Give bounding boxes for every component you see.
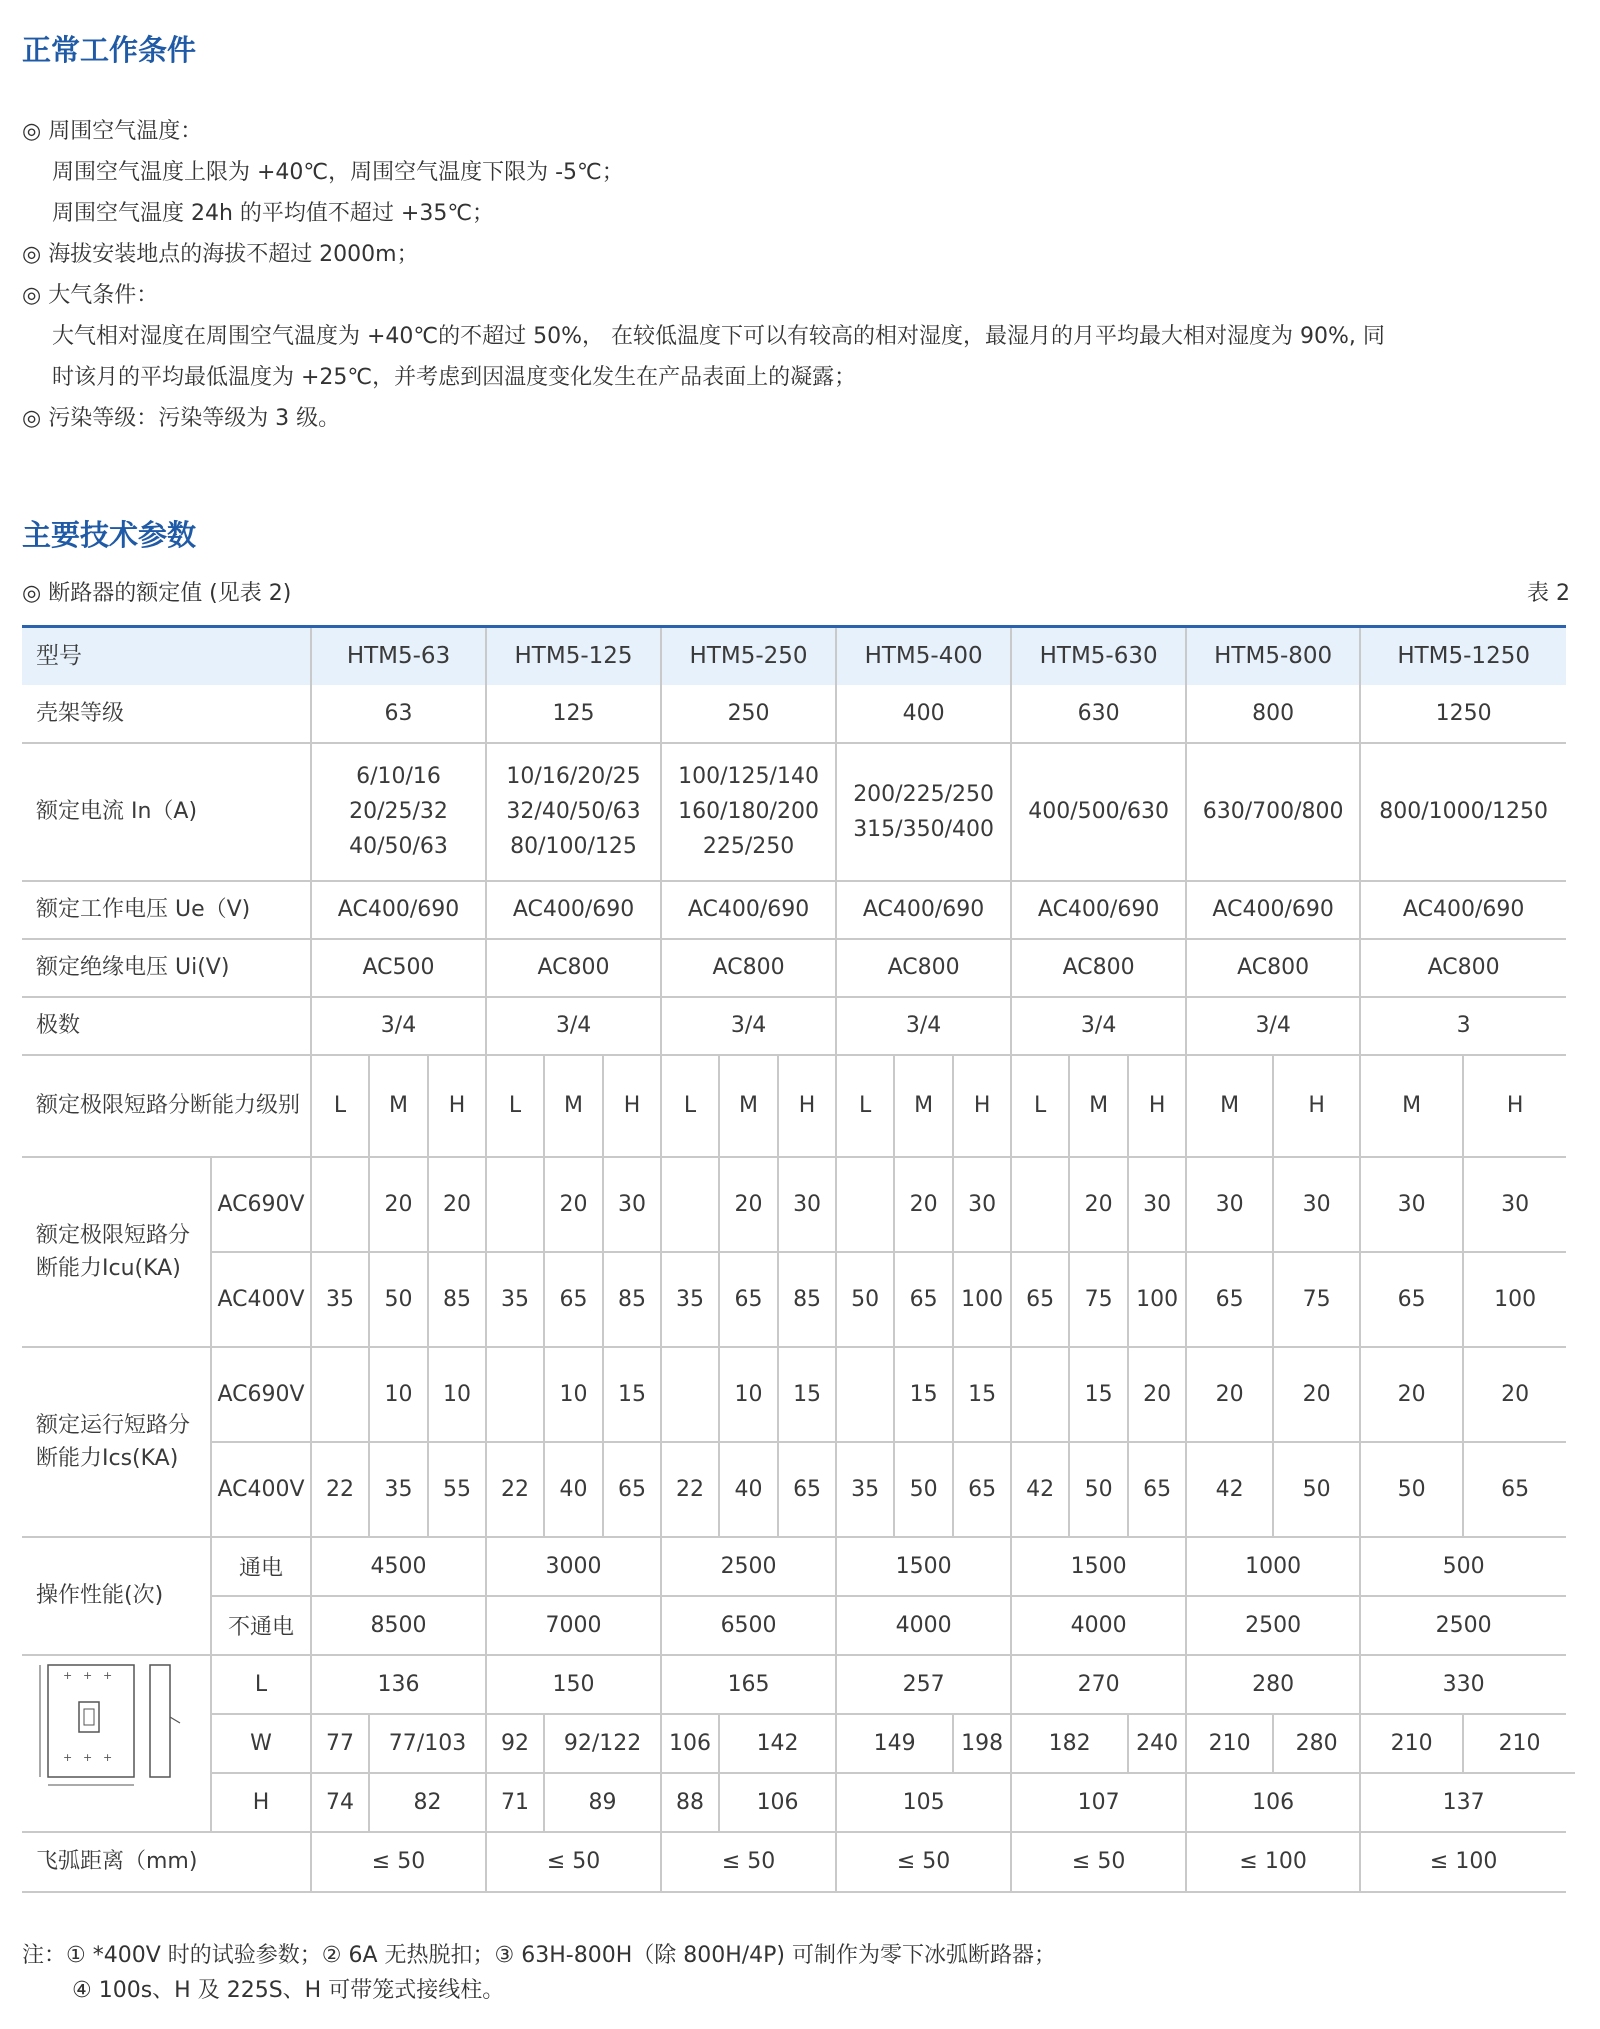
arc-value: ≤ 50 [661, 1832, 836, 1892]
ics-400-value: 35 [369, 1442, 428, 1537]
dim-W-value: 198 [953, 1714, 1011, 1773]
icu-690-value: 20 [544, 1157, 603, 1252]
ops-sub-label: 不通电 [211, 1596, 311, 1655]
dim-W-value: 240 [1128, 1714, 1186, 1773]
arc-value: ≤ 100 [1186, 1832, 1360, 1892]
row-label: 额定极限短路分断能力级别 [22, 1055, 311, 1157]
dim-W-value: 92/122 [544, 1714, 661, 1773]
terminal-mark: + [83, 1751, 93, 1764]
ics-690-value: 15 [1069, 1347, 1128, 1442]
ops-on-value: 500 [1360, 1537, 1566, 1596]
grade-value: L [836, 1055, 894, 1157]
frame-value: 400 [836, 685, 1011, 743]
icu-400-value: 65 [894, 1252, 953, 1347]
ops-off-value: 6500 [661, 1596, 836, 1655]
current-line: 6/10/16 [356, 764, 441, 789]
ics-400-value: 22 [486, 1442, 544, 1537]
icu-690-value: 30 [1128, 1157, 1186, 1252]
dim-L-value: 280 [1186, 1655, 1360, 1714]
dim-H-value: 74 [311, 1773, 369, 1832]
ics-400-value: 22 [311, 1442, 369, 1537]
ui-value: AC800 [1186, 939, 1360, 997]
header-model: HTM5-63 [311, 627, 486, 685]
condition-line: 周围空气温度 24h 的平均值不超过 +35℃； [52, 201, 495, 226]
row-label: 额定极限短路分断能力Icu(KA) [22, 1157, 211, 1347]
arc-value: ≤ 50 [311, 1832, 486, 1892]
ics-400-value: 65 [953, 1442, 1011, 1537]
icu-400-value: 65 [719, 1252, 778, 1347]
current-line: 160/180/200 [678, 799, 819, 824]
ops-on-value: 1000 [1186, 1537, 1360, 1596]
dim-label: L [211, 1655, 311, 1714]
ops-on-value: 2500 [661, 1537, 836, 1596]
frame-value: 1250 [1360, 685, 1566, 743]
ics-690-value: 20 [1463, 1347, 1566, 1442]
current-line: 800/1000/1250 [1379, 799, 1549, 824]
icu-400-value: 85 [603, 1252, 661, 1347]
note-line-1: 注：① *400V 时的试验参数；② 6A 无热脱扣；③ 63H-800H（除 800H/4P) 可制作为零下冰弧断路器； [22, 1943, 1057, 1968]
grade-value: M [1186, 1055, 1273, 1157]
frame-value: 63 [311, 685, 486, 743]
row-label: 飞弧距离（mm) [22, 1832, 311, 1892]
current-line: 20/25/32 [349, 799, 448, 824]
ics-400-value: 50 [1360, 1442, 1463, 1537]
ics-690-value: 20 [1128, 1347, 1186, 1442]
grade-value: M [719, 1055, 778, 1157]
row-label: 额定绝缘电压 Ui(V) [22, 939, 311, 997]
note-line-2: ④ 100s、H 及 225S、H 可带笼式接线柱。 [72, 1978, 505, 2003]
header-model: HTM5-1250 [1360, 627, 1566, 685]
ops-off-value: 4000 [836, 1596, 1011, 1655]
ics-400-value: 55 [428, 1442, 486, 1537]
icu-690-value: 20 [1069, 1157, 1128, 1252]
table-number: 表 2 [1527, 581, 1570, 606]
icu-690-value: 30 [1463, 1157, 1566, 1252]
icu-400-value: 65 [1011, 1252, 1069, 1347]
dim-H-value: 82 [369, 1773, 486, 1832]
ics-400-value: 50 [1273, 1442, 1360, 1537]
grade-value: M [1360, 1055, 1463, 1157]
voltage-label: AC400V [211, 1442, 311, 1537]
ics-690-value: 10 [719, 1347, 778, 1442]
row-label: 极数 [22, 997, 311, 1055]
poles-value: 3 [1360, 997, 1566, 1055]
arc-value: ≤ 50 [486, 1832, 661, 1892]
icu-400-value: 35 [311, 1252, 369, 1347]
condition-line: 时该月的平均最低温度为 +25℃，并考虑到因温度变化发生在产品表面上的凝露； [52, 365, 857, 390]
header-model: HTM5-630 [1011, 627, 1186, 685]
grade-value: H [603, 1055, 661, 1157]
dim-H-value: 89 [544, 1773, 661, 1832]
grade-value: H [953, 1055, 1011, 1157]
poles-value: 3/4 [836, 997, 1011, 1055]
ui-value: AC800 [486, 939, 661, 997]
dim-L-value: 257 [836, 1655, 1011, 1714]
breaker-side-outline [150, 1665, 170, 1777]
ics-400-value: 22 [661, 1442, 719, 1537]
ics-690-value: 10 [428, 1347, 486, 1442]
dim-H-value: 105 [836, 1773, 1011, 1832]
ue-value: AC400/690 [311, 881, 486, 939]
ui-value: AC800 [836, 939, 1011, 997]
frame-value: 125 [486, 685, 661, 743]
grade-value: L [661, 1055, 719, 1157]
dim-W-value: 210 [1360, 1714, 1463, 1773]
arc-value: ≤ 50 [836, 1832, 1011, 1892]
icu-400-value: 100 [1128, 1252, 1186, 1347]
dim-W-value: 182 [1011, 1714, 1128, 1773]
notes [22, 1938, 1056, 2008]
dim-L-value: 270 [1011, 1655, 1186, 1714]
header-model: HTM5-400 [836, 627, 1011, 685]
breaker-dimension-diagram [22, 625, 1575, 1902]
dim-W-value: 210 [1186, 1714, 1273, 1773]
dim-H-value: 106 [719, 1773, 836, 1832]
ue-value: AC400/690 [836, 881, 1011, 939]
voltage-label: AC400V [211, 1252, 311, 1347]
icu-400-value: 35 [661, 1252, 719, 1347]
icu-690-value: 30 [603, 1157, 661, 1252]
dim-H-value: 107 [1011, 1773, 1186, 1832]
ops-off-value: 4000 [1011, 1596, 1186, 1655]
row-label: 额定工作电压 Ue（V) [22, 881, 311, 939]
ics-690-value: 15 [603, 1347, 661, 1442]
condition-line: ◎ 海拔安装地点的海拔不超过 2000m； [22, 242, 419, 267]
frame-value: 800 [1186, 685, 1360, 743]
ue-value: AC400/690 [1011, 881, 1186, 939]
ics-690-value: 10 [369, 1347, 428, 1442]
ops-sub-label: 通电 [211, 1537, 311, 1596]
poles-value: 3/4 [311, 997, 486, 1055]
breaker-handle-inner [84, 1709, 94, 1725]
ics-690-value: 15 [953, 1347, 1011, 1442]
row-label: 额定电流 In（A) [22, 743, 311, 881]
icu-690-value: 20 [369, 1157, 428, 1252]
ics-690-value: 15 [894, 1347, 953, 1442]
ics-400-value: 40 [544, 1442, 603, 1537]
current-line: 225/250 [702, 834, 795, 859]
grade-value: H [778, 1055, 836, 1157]
dim-W-value: 149 [836, 1714, 953, 1773]
dim-W-value: 77/103 [369, 1714, 486, 1773]
breaker-handle [79, 1702, 99, 1732]
ics-690-value: 20 [1186, 1347, 1273, 1442]
header-model: HTM5-800 [1186, 627, 1360, 685]
ue-value: AC400/690 [486, 881, 661, 939]
voltage-label: AC690V [211, 1347, 311, 1442]
current-line: 32/40/50/63 [506, 799, 641, 824]
poles-value: 3/4 [1186, 997, 1360, 1055]
breaker-side-lever [170, 1717, 180, 1723]
icu-690-value: 30 [1186, 1157, 1273, 1252]
conditions-list [22, 111, 1582, 439]
icu-400-value: 85 [428, 1252, 486, 1347]
section-title-conditions: 正常工作条件 [22, 33, 197, 67]
condition-line: 周围空气温度上限为 +40℃，周围空气温度下限为 -5℃； [52, 160, 624, 185]
icu-400-value: 85 [778, 1252, 836, 1347]
dim-W-value: 106 [661, 1714, 719, 1773]
terminal-mark: + [63, 1669, 73, 1682]
row-label: 操作性能(次) [22, 1537, 211, 1655]
ops-on-value: 1500 [1011, 1537, 1186, 1596]
grade-value: M [1069, 1055, 1128, 1157]
header-model: HTM5-250 [661, 627, 836, 685]
ue-value: AC400/690 [1186, 881, 1360, 939]
ics-690-value: 10 [544, 1347, 603, 1442]
icu-690-value: 20 [428, 1157, 486, 1252]
grade-value: M [544, 1055, 603, 1157]
ue-value: AC400/690 [1360, 881, 1566, 939]
dim-L-value: 150 [486, 1655, 661, 1714]
dim-H-value: 137 [1360, 1773, 1566, 1832]
voltage-label: AC690V [211, 1157, 311, 1252]
ics-400-value: 65 [1463, 1442, 1566, 1537]
icu-400-value: 35 [486, 1252, 544, 1347]
icu-690-value: 30 [953, 1157, 1011, 1252]
icu-400-value: 50 [836, 1252, 894, 1347]
terminal-mark: + [83, 1669, 93, 1682]
arc-value: ≤ 50 [1011, 1832, 1186, 1892]
ics-400-value: 42 [1186, 1442, 1273, 1537]
dim-L-value: 136 [311, 1655, 486, 1714]
ops-on-value: 3000 [486, 1537, 661, 1596]
dim-W-value: 142 [719, 1714, 836, 1773]
current-line: 100/125/140 [678, 764, 819, 789]
dim-H-value: 106 [1186, 1773, 1360, 1832]
ui-value: AC800 [1360, 939, 1566, 997]
grade-value: H [1273, 1055, 1360, 1157]
ics-400-value: 65 [603, 1442, 661, 1537]
frame-value: 630 [1011, 685, 1186, 743]
current-line: 630/700/800 [1202, 799, 1344, 824]
header-model-label: 型号 [22, 627, 311, 685]
icu-400-value: 100 [953, 1252, 1011, 1347]
icu-400-value: 65 [544, 1252, 603, 1347]
dim-W-value: 280 [1273, 1714, 1360, 1773]
row-label: 额定运行短路分断能力Ics(KA) [22, 1347, 211, 1537]
ics-400-value: 50 [894, 1442, 953, 1537]
poles-value: 3/4 [486, 997, 661, 1055]
ics-690-value: 20 [1273, 1347, 1360, 1442]
current-line: 200/225/250 [853, 781, 994, 807]
condition-line: ◎ 周围空气温度： [22, 119, 203, 144]
current-line: 315/350/400 [853, 816, 994, 842]
ui-value: AC500 [311, 939, 486, 997]
ue-value: AC400/690 [661, 881, 836, 939]
dim-W-value: 92 [486, 1714, 544, 1773]
poles-value: 3/4 [1011, 997, 1186, 1055]
terminal-mark: + [103, 1751, 113, 1764]
dim-label: W [211, 1714, 311, 1773]
grade-value: L [311, 1055, 369, 1157]
dim-W-value: 77 [311, 1714, 369, 1773]
icu-400-value: 75 [1069, 1252, 1128, 1347]
grade-value: H [428, 1055, 486, 1157]
ics-400-value: 42 [1011, 1442, 1069, 1537]
header-model: HTM5-125 [486, 627, 661, 685]
section-title-params: 主要技术参数 [22, 518, 197, 552]
grade-value: L [1011, 1055, 1069, 1157]
condition-line: ◎ 污染等级：污染等级为 3 级。 [22, 406, 341, 431]
poles-value: 3/4 [661, 997, 836, 1055]
icu-690-value: 20 [894, 1157, 953, 1252]
dim-L-value: 165 [661, 1655, 836, 1714]
terminal-mark: + [63, 1751, 73, 1764]
dim-label: H [211, 1773, 311, 1832]
current-line: 80/100/125 [510, 834, 637, 859]
grade-value: H [1128, 1055, 1186, 1157]
ics-400-value: 40 [719, 1442, 778, 1537]
ops-off-value: 2500 [1186, 1596, 1360, 1655]
icu-400-value: 65 [1360, 1252, 1463, 1347]
current-line: 10/16/20/25 [506, 764, 641, 789]
grade-value: L [486, 1055, 544, 1157]
ics-400-value: 35 [836, 1442, 894, 1537]
icu-400-value: 100 [1463, 1252, 1566, 1347]
condition-line: 大气相对湿度在周围空气温度为 +40℃的不超过 50%， 在较低温度下可以有较高的相对湿度，最湿月的月平均最大相对湿度为 90%, 同 [52, 324, 1385, 349]
ratings-caption: ◎ 断路器的额定值 (见表 2) [22, 581, 292, 606]
terminal-mark: + [103, 1669, 113, 1682]
current-line: 400/500/630 [1028, 799, 1170, 824]
ics-400-value: 65 [778, 1442, 836, 1537]
ui-value: AC800 [661, 939, 836, 997]
icu-690-value: 30 [1360, 1157, 1463, 1252]
ui-value: AC800 [1011, 939, 1186, 997]
ics-690-value: 15 [778, 1347, 836, 1442]
ics-400-value: 65 [1128, 1442, 1186, 1537]
dim-H-value: 71 [486, 1773, 544, 1832]
icu-690-value: 20 [719, 1157, 778, 1252]
grade-value: M [369, 1055, 428, 1157]
ics-400-value: 50 [1069, 1442, 1128, 1537]
ops-on-value: 1500 [836, 1537, 1011, 1596]
grade-value: M [894, 1055, 953, 1157]
spec-table-wrapper [22, 625, 1575, 1902]
icu-690-value: 30 [1273, 1157, 1360, 1252]
ops-off-value: 2500 [1360, 1596, 1566, 1655]
ops-off-value: 7000 [486, 1596, 661, 1655]
frame-value: 250 [661, 685, 836, 743]
dim-L-value: 330 [1360, 1655, 1566, 1714]
ops-on-value: 4500 [311, 1537, 486, 1596]
dim-H-value: 88 [661, 1773, 719, 1832]
dim-W-value: 210 [1463, 1714, 1575, 1773]
row-label: 壳架等级 [22, 685, 311, 743]
icu-400-value: 50 [369, 1252, 428, 1347]
icu-400-value: 65 [1186, 1252, 1273, 1347]
current-line: 40/50/63 [349, 834, 448, 859]
icu-690-value: 30 [778, 1157, 836, 1252]
ops-off-value: 8500 [311, 1596, 486, 1655]
arc-value: ≤ 100 [1360, 1832, 1566, 1892]
ics-690-value: 20 [1360, 1347, 1463, 1442]
icu-400-value: 75 [1273, 1252, 1360, 1347]
condition-line: ◎ 大气条件： [22, 283, 159, 308]
grade-value: H [1463, 1055, 1566, 1157]
